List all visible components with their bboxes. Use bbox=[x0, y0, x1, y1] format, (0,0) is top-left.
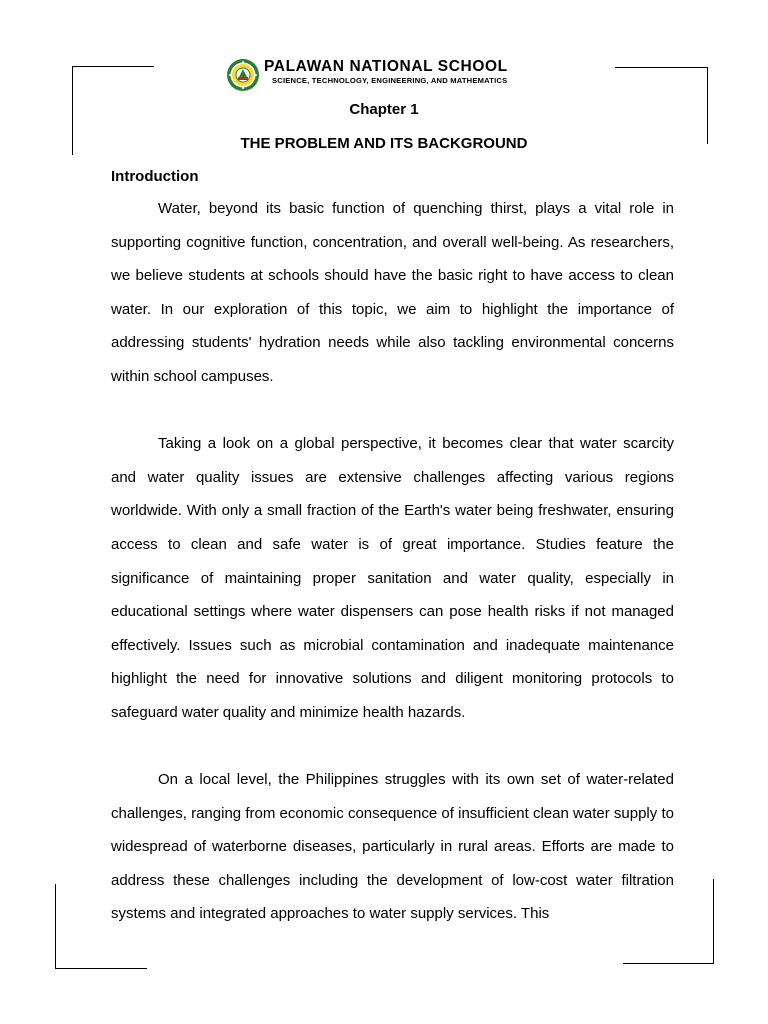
paragraph: Water, beyond its basic function of quenching thirst, plays a vital role in supporting cognitive function, concentration, and overall well-being. As researchers, we believe students at schools should have the basic right to have access to clean water. In our exploration of this topic, we aim to highlight the importance of addressing students' hydration needs while also tackling environmental concerns within school campuses. bbox=[111, 200, 674, 385]
chapter-number: Chapter 1 bbox=[349, 101, 419, 118]
school-seal-icon bbox=[226, 58, 260, 92]
chapter-title: THE PROBLEM AND ITS BACKGROUND bbox=[240, 135, 528, 152]
paragraph: Taking a look on a global perspective, it becomes clear that water scarcity and water quality issues are extensive challenges affecting various regions worldwide. With only a small fraction of the Earth's water being freshwater, ensuring access to clean and safe water is of great importance. Studies feature the significance of maintaining proper sanitation and water quality, especially in educational settings where water dispensers can pose health risks if not managed effectively. Issues such as microbial contamination and inadequate maintenance highlight the need for innovative solutions and diligent monitoring protocols to safeguard water quality and minimize health hazards. bbox=[111, 435, 674, 721]
school-name: PALAWAN NATIONAL SCHOOL bbox=[264, 58, 508, 75]
school-subtitle: SCIENCE, TECHNOLOGY, ENGINEERING, AND MATHEMATICS bbox=[272, 76, 508, 85]
paragraph: On a local level, the Philippines struggles with its own set of water-related challenges, ranging from economic consequence of insufficient clean water supply to widespread of waterborne diseases, particularly in rural areas. Efforts are made to address these challenges including the development of low-cost water filtration systems and integrated approaches to water supply services. This bbox=[111, 771, 674, 923]
body-text bbox=[111, 192, 674, 965]
section-heading: Introduction bbox=[111, 168, 199, 185]
letterhead bbox=[226, 56, 566, 90]
